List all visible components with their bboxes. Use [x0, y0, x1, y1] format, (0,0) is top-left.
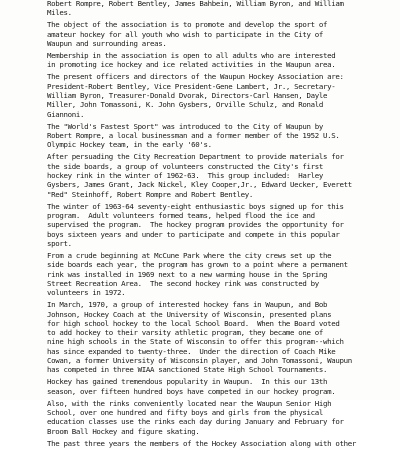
paragraph-popularity	[47, 377, 392, 396]
text-line: President-Robert Bentley, Vice President-Gene Lambert, Jr., Secretary-	[47, 81, 336, 91]
text-line: The object of the association is to promote and develop the sport of	[47, 20, 328, 30]
document-body	[47, 0, 392, 451]
text-line: has since expanded to twenty-three. Under the direction of Coach Mike	[47, 346, 336, 356]
text-line: for high school hockey to the local School Board. When the Board voted	[47, 318, 340, 328]
text-line: nine high schools in the State of Wisconsin to offer this program--which	[47, 337, 344, 347]
text-line: side boards each year, the program has grown to a point where a permanent	[47, 260, 348, 270]
text-line: After persuading the City Recreation Department to provide materials for	[47, 152, 344, 162]
text-line: Broom Ball Hockey and figure skating.	[47, 426, 200, 436]
paragraph-officers	[47, 72, 392, 118]
text-line: rink was installed in 1969 next to a new warming house in the Spring	[47, 269, 328, 279]
text-line: amateur hockey for all youth who wish to participate in the City of	[47, 29, 324, 39]
paragraph-high-school	[47, 300, 392, 374]
text-line: The past three years the members of the Hockey Association along with other	[47, 438, 356, 448]
text-line: Johnson, Hockey Coach at the University of Wisconsin, presented plans	[47, 309, 332, 319]
paragraph-past-three-years	[47, 439, 392, 448]
text-line: Also, with the rinks conveniently located near the Waupun Senior High	[47, 398, 332, 408]
text-line: Street Recreation Area. The second hockey rink was constructed by	[47, 278, 319, 288]
paragraph-membership	[47, 51, 392, 70]
text-line: Membership in the association is open to all adults who are interested	[47, 51, 336, 61]
text-line: Waupun and surrounding areas.	[47, 38, 167, 48]
text-line: volunteers in 1972.	[47, 288, 126, 298]
text-line: boys sixteen years and under to participate and compete in this popular	[47, 229, 340, 239]
text-line: hockey rink in the winter of 1962-63. This group included: Harley	[47, 171, 324, 181]
text-line: The "World's Fastest Sport" was introduced to the City of Waupun by	[47, 121, 324, 131]
text-line: Miles.	[47, 8, 72, 18]
text-line: to add hockey to their varsity athletic program, they became one of	[47, 328, 324, 338]
text-line: William Byron, Treasurer-Donald Dvorak, Directors-Carl Hansen, Dayle	[47, 91, 328, 101]
text-line: From a crude beginning at McCune Park where the city crews set up the	[47, 251, 332, 260]
text-line: has competed in three WIAA sanctioned State High School Tournaments.	[47, 365, 328, 375]
paragraph-school-use	[47, 399, 392, 436]
text-line: Giannoni.	[47, 109, 85, 119]
text-line: The winter of 1963-64 seventy-eight enthusiastic boys signed up for this	[47, 201, 344, 211]
paragraph-founders	[47, 0, 392, 18]
text-line: the side boards, a group of volunteers constructed the City's first	[47, 161, 324, 171]
paragraph-object	[47, 20, 392, 48]
text-line: "Red" Steinhoff, Robert Rompre and Robert Bentley.	[47, 189, 253, 199]
text-line: supervised the program. The hockey program provides the opportunity for	[47, 220, 344, 230]
text-line: In March, 1970, a group of interested hockey fans in Waupun, and Bob	[47, 300, 328, 310]
text-line: School, over one hundred and fifty boys and girls from the physical	[47, 408, 324, 418]
text-line: in promoting ice hockey and ice related activities in the Waupun area.	[47, 60, 336, 70]
text-line: The present officers and directors of the Waupun Hockey Association are:	[47, 72, 344, 82]
paragraph-first-season	[47, 202, 392, 248]
text-line: Olympic Hockey team, in the early '60's.	[47, 140, 212, 150]
text-line: program. Adult volunteers formed teams, helped flood the ice and	[47, 211, 315, 221]
text-line: Hockey has gained tremendous popularity in Waupun. In this our 13th	[47, 377, 328, 387]
text-line: sport.	[47, 238, 72, 248]
paragraph-first-rink	[47, 152, 392, 198]
text-line: Robert Rompre, a local businessman and a former member of the 1952 U.S.	[47, 131, 340, 141]
paragraph-introduction	[47, 122, 392, 150]
text-line: Miller, John Tomassoni, K. John Gysbers, Orville Schulz, and Ronald	[47, 100, 324, 110]
text-line: Robert Rompre, Robert Bentley, James Bahbein, William Byron, and William	[47, 0, 344, 8]
paragraph-growth	[47, 251, 392, 297]
text-line: Cowan, a former University of Wisconsin player, and John Tomassoni, Waupun	[47, 356, 352, 366]
text-line: Gysbers, James Grant, Jack Nickel, Kley Cooper,Jr., Edward Uecker, Everett	[47, 180, 352, 190]
text-line: education classes use the rinks each day during January and February for	[47, 417, 344, 427]
text-line: season, over fifteen hundred boys have competed in our hockey program.	[47, 386, 336, 396]
